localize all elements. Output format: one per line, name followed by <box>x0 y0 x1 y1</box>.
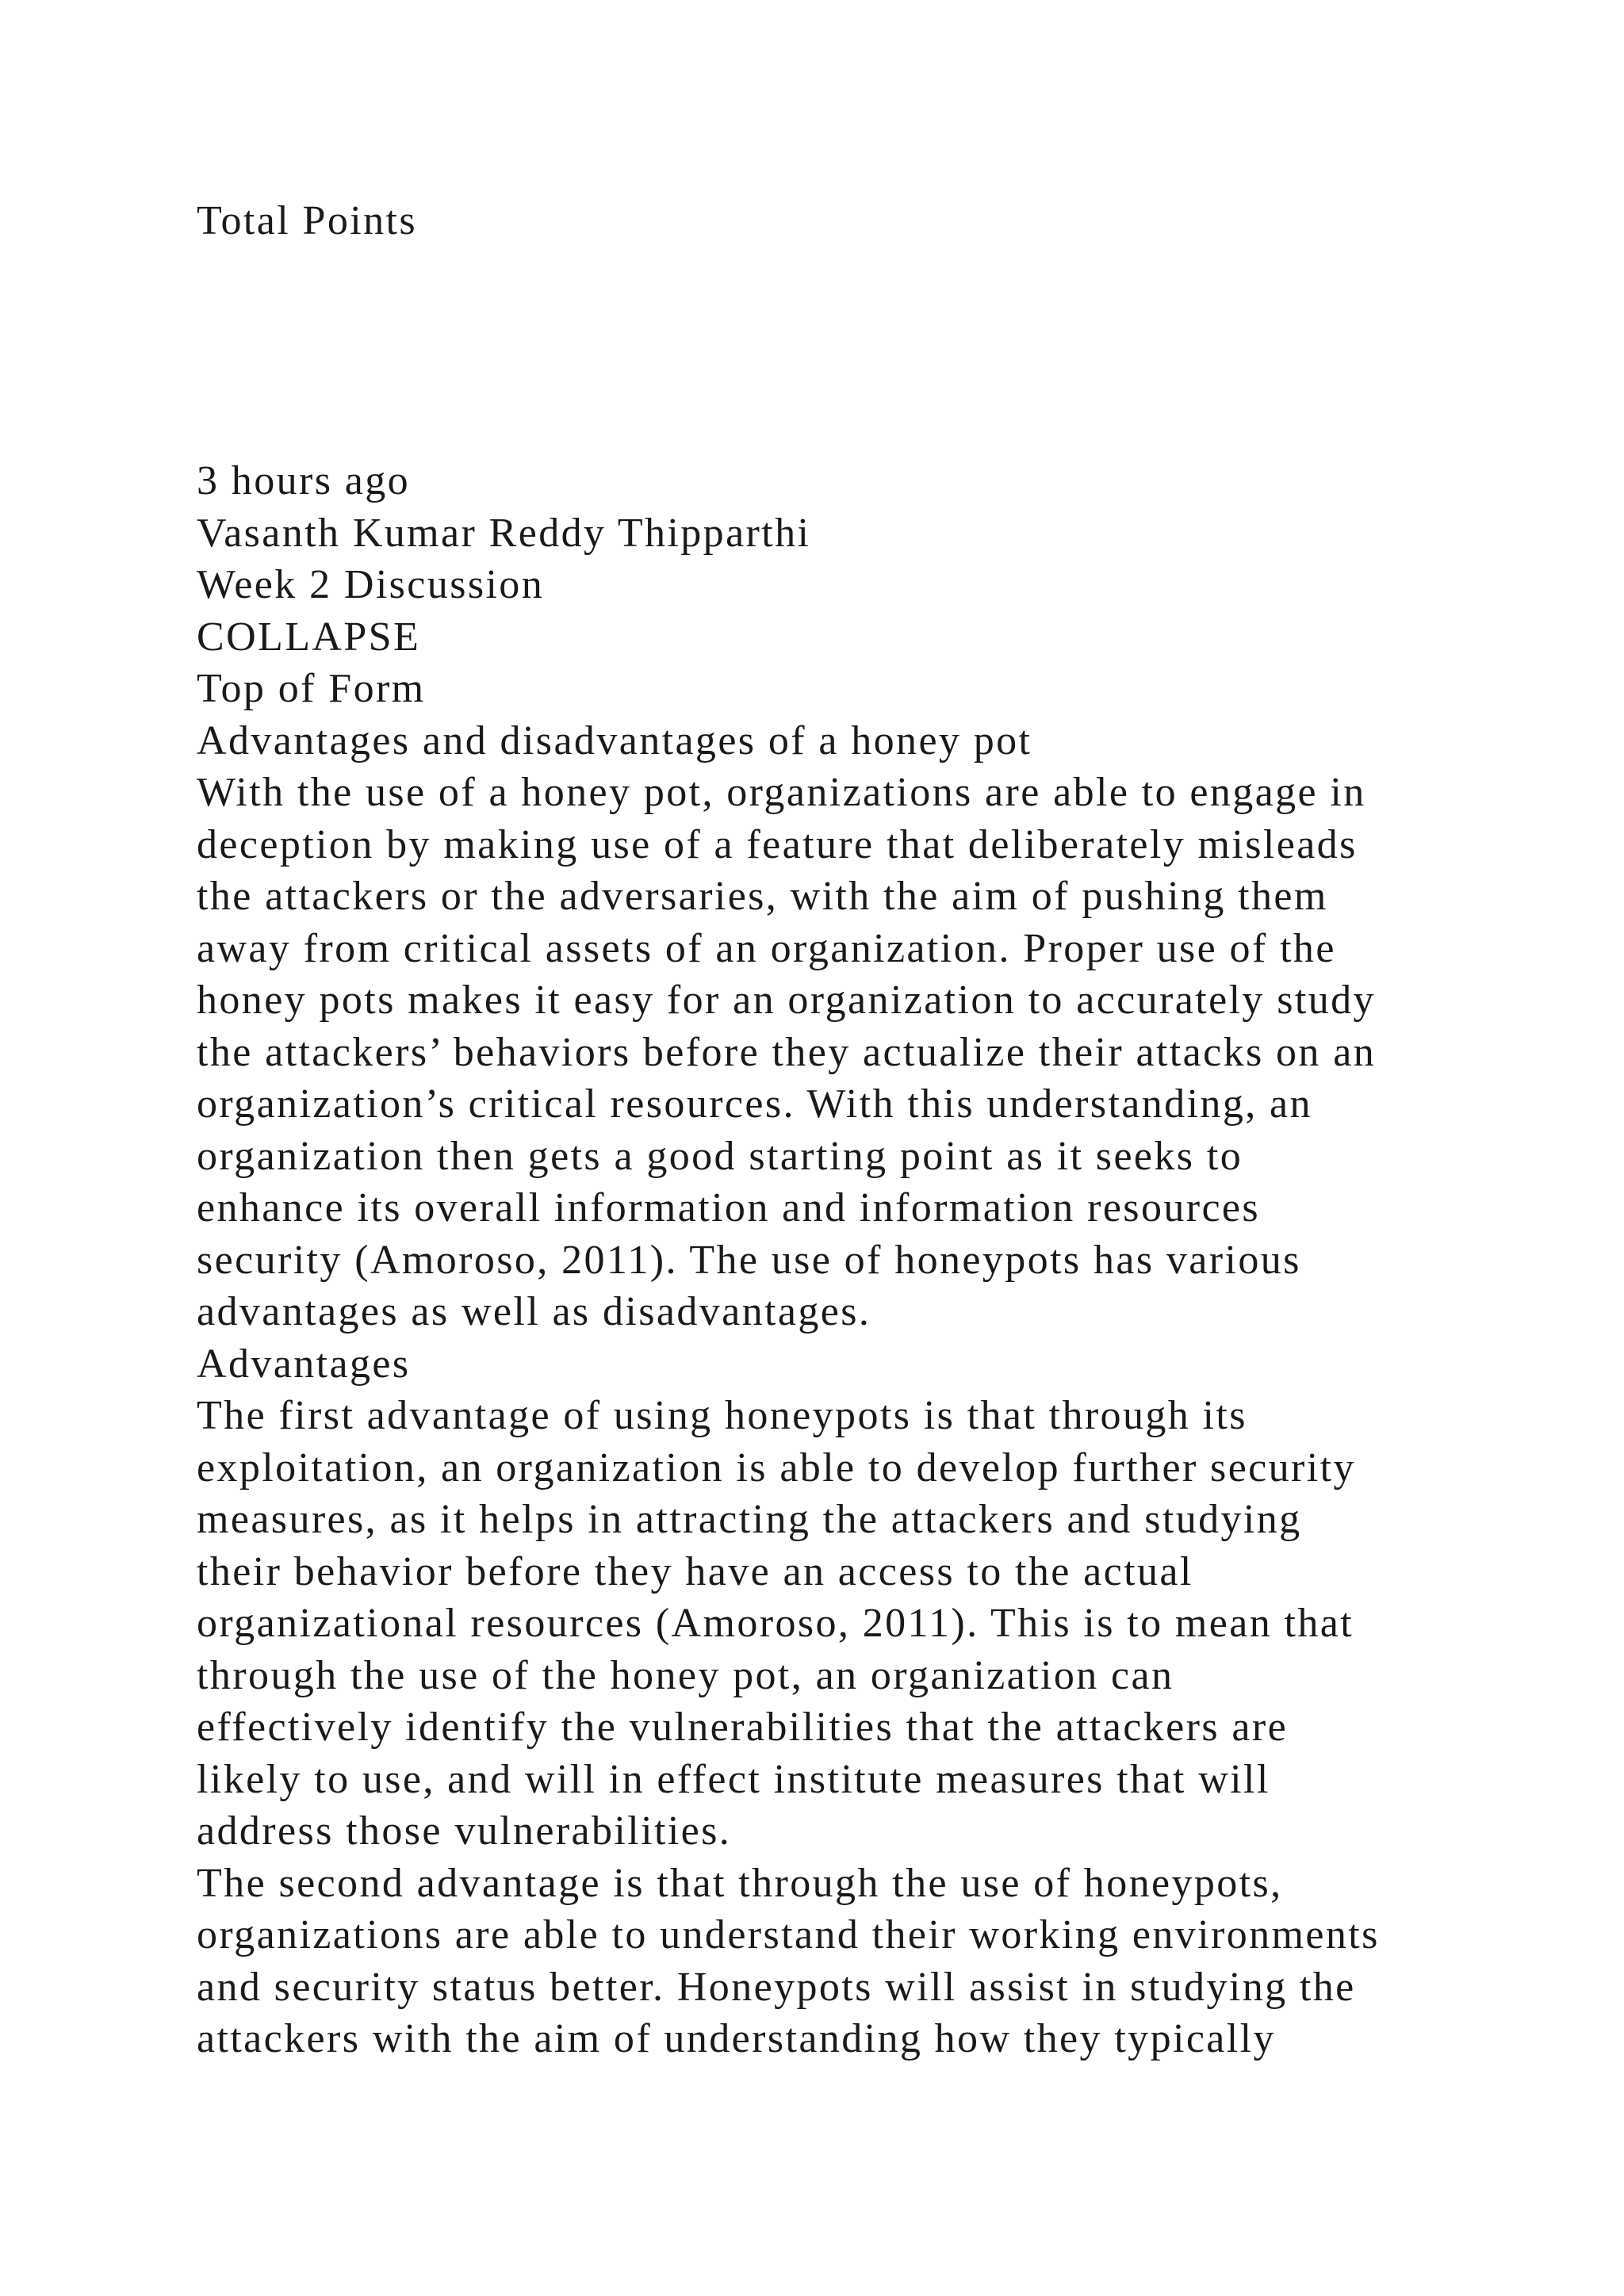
paragraph-line: the attackers or the adversaries, with the aim of pushing them <box>197 874 1328 919</box>
paragraph-line: organizational resources (Amoroso, 2011). This is to mean that <box>197 1601 1354 1646</box>
paragraph-line: the attackers’ behaviors before they actualize their attacks on an <box>197 1029 1377 1075</box>
paragraph-line: security (Amoroso, 2011). The use of honeypots has various <box>197 1237 1301 1283</box>
paragraph-line: The second advantage is that through the use of honeypots, <box>197 1860 1283 1906</box>
paragraph-line: deception by making use of a feature that deliberately misleads <box>197 821 1358 867</box>
paragraph-line: exploitation, an organization is able to develop further security <box>197 1445 1356 1490</box>
advantage-1-paragraph <box>197 1390 1545 1858</box>
paragraph-line: effectively identify the vulnerabilities that the attackers are <box>197 1705 1289 1750</box>
total-points-label: Total Points <box>197 198 417 243</box>
paragraph-line: organization’s critical resources. With this understanding, an <box>197 1081 1312 1127</box>
paragraph-line: organization then gets a good starting point as it seeks to <box>197 1133 1243 1179</box>
advantage-2-paragraph <box>197 1858 1545 2065</box>
top-of-form-marker: Top of Form <box>197 666 426 711</box>
advantages-heading: Advantages <box>197 1341 411 1387</box>
paragraph-line: The first advantage of using honeypots is that through its <box>197 1393 1247 1438</box>
paragraph-line: away from critical assets of an organization. Proper use of the <box>197 925 1336 971</box>
paragraph-line: measures, as it helps in attracting the attackers and studying <box>197 1497 1302 1542</box>
thread-title: Week 2 Discussion <box>197 562 545 607</box>
paragraph-line: address those vulnerabilities. <box>197 1808 732 1854</box>
paragraph-line: enhance its overall information and information resources <box>197 1185 1261 1230</box>
intro-paragraph <box>197 767 1545 1338</box>
paragraph-line: With the use of a honey pot, organizations are able to engage in <box>197 770 1366 815</box>
paragraph-line: attackers with the aim of understanding how they typically <box>197 2016 1276 2061</box>
paragraph-line: through the use of the honey pot, an organization can <box>197 1652 1174 1698</box>
post-heading: Advantages and disadvantages of a honey pot <box>197 718 1032 763</box>
post-timestamp: 3 hours ago <box>197 458 411 503</box>
paragraph-line: organizations are able to understand their working environments <box>197 1912 1380 1957</box>
collapse-link[interactable]: COLLAPSE <box>197 614 421 660</box>
paragraph-line: honey pots makes it easy for an organization to accurately study <box>197 978 1376 1023</box>
paragraph-line: and security status better. Honeypots will assist in studying the <box>197 1964 1356 2010</box>
paragraph-line: likely to use, and will in effect institute measures that will <box>197 1756 1270 1802</box>
discussion-post <box>197 455 1545 2065</box>
paragraph-line: advantages as well as disadvantages. <box>197 1289 871 1334</box>
post-author[interactable]: Vasanth Kumar Reddy Thipparthi <box>197 510 811 556</box>
paragraph-line: their behavior before they have an access to the actual <box>197 1548 1193 1594</box>
